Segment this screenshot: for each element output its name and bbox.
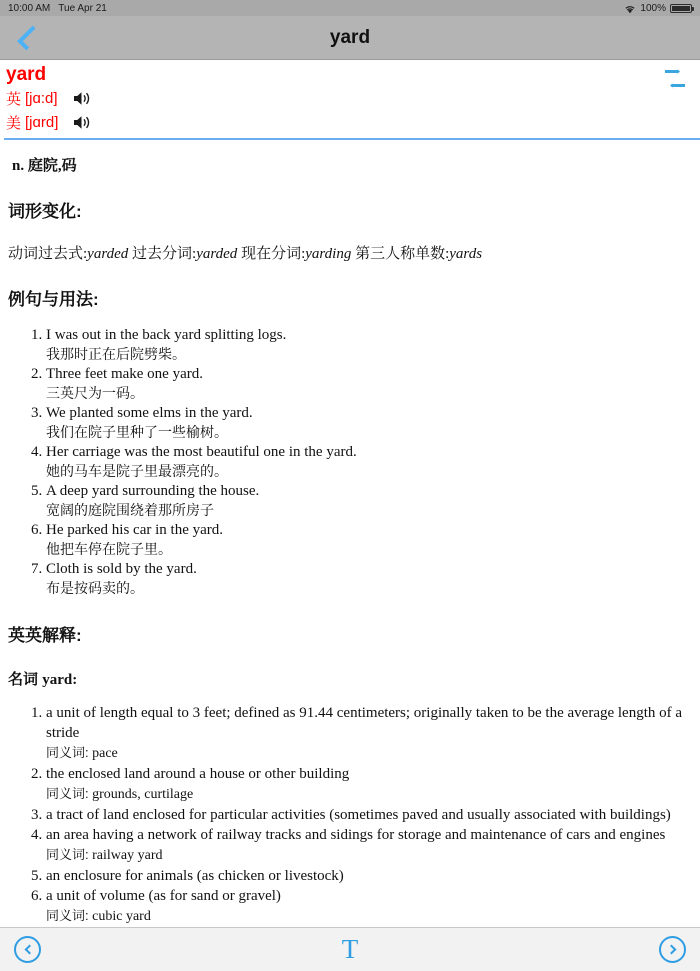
pronunciation-lang-uk: 英 <box>6 90 22 108</box>
list-item <box>46 886 692 927</box>
example-cn: 他把车停在院子里。 <box>46 542 172 558</box>
synonym-row <box>46 743 692 764</box>
pronunciation-phonetic-uk: [jɑ:d] <box>25 89 58 107</box>
pos-word: yard: <box>42 672 78 688</box>
definition-list <box>8 703 692 927</box>
list-item <box>46 326 692 365</box>
previous-word-button[interactable] <box>14 936 41 963</box>
sense-line: n. 庭院,码 <box>12 158 77 174</box>
battery-full-icon <box>670 4 692 13</box>
list-item <box>46 764 692 805</box>
pronunciation-phonetic-us: [jɑrd] <box>25 113 59 131</box>
form-label-ing: 现在分词: <box>241 246 306 262</box>
definition-text: an enclosure for animals (as chicken or livestock) <box>46 868 344 884</box>
list-item <box>46 703 692 764</box>
status-bar-left <box>8 3 107 14</box>
part-of-speech-heading <box>8 668 692 689</box>
synonym-label: 同义词: <box>46 786 89 801</box>
form-value-pp: yarded <box>196 246 238 262</box>
back-button[interactable] <box>0 16 54 60</box>
status-bar <box>0 0 700 16</box>
synonym-row <box>46 906 692 927</box>
definition-text: a tract of land enclosed for particular activities (sometimes paved and usually associated with buildings) <box>46 807 671 823</box>
list-item <box>46 365 692 404</box>
battery-percent: 100% <box>640 2 666 14</box>
definition-text: a unit of volume (as for sand or gravel) <box>46 888 281 904</box>
bottom-toolbar <box>0 927 700 971</box>
form-value-3sg: yards <box>449 246 483 262</box>
pronunciation-row-us <box>4 110 700 134</box>
definition-content <box>0 140 700 927</box>
example-en: Her carriage was the most beautiful one in the yard. <box>46 444 357 460</box>
circled-chevron-left-icon <box>14 936 41 963</box>
word-header <box>0 60 700 140</box>
example-cn: 三英尺为一码。 <box>46 386 144 402</box>
synonym-label: 同义词: <box>46 745 89 760</box>
page-title: yard <box>329 26 371 48</box>
pronunciation-lang-us: 美 <box>6 114 22 132</box>
synonym-words: railway yard <box>92 848 163 863</box>
synonym-words: grounds, curtilage <box>92 787 194 802</box>
status-date: Tue Apr 21 <box>58 2 107 14</box>
form-label-pp: 过去分词: <box>132 246 197 262</box>
definition-text: an area having a network of railway tracks and sidings for storage and maintenance of cars and engines <box>46 827 666 843</box>
list-item <box>46 866 692 886</box>
definition-text: the enclosed land around a house or other building <box>46 766 350 782</box>
synonym-row <box>46 845 692 866</box>
list-item <box>46 805 692 825</box>
navigation-bar <box>0 16 700 60</box>
chevron-left-icon <box>17 25 42 50</box>
example-en: I was out in the back yard splitting logs. <box>46 327 287 343</box>
pronunciation-row-uk <box>4 86 700 110</box>
definition-text: a unit of length equal to 3 feet; defined as 91.44 centimeters; originally taken to be the average length of a stride <box>46 705 683 741</box>
list-item <box>46 443 692 482</box>
example-cn: 她的马车是院子里最漂亮的。 <box>46 464 228 480</box>
speaker-icon-us[interactable] <box>72 114 92 131</box>
form-label-past: 动词过去式: <box>8 246 88 262</box>
text-size-button[interactable]: T <box>341 934 359 964</box>
list-item <box>46 404 692 443</box>
example-list <box>8 326 692 599</box>
speaker-icon-uk[interactable] <box>72 90 92 107</box>
form-label-3sg: 第三人称单数: <box>355 246 450 262</box>
example-cn: 我们在院子里种了一些榆树。 <box>46 425 228 441</box>
section-heading-english-definitions: 英英解释: <box>8 626 82 645</box>
list-item <box>46 825 692 866</box>
word-forms-line <box>8 242 692 263</box>
example-cn: 我那时正在后院劈柴。 <box>46 347 186 363</box>
synonym-row <box>46 784 692 805</box>
example-en: Cloth is sold by the yard. <box>46 561 197 577</box>
form-value-ing: yarding <box>305 246 352 262</box>
list-item <box>46 560 692 599</box>
section-heading-examples: 例句与用法: <box>8 290 99 309</box>
example-en: A deep yard surrounding the house. <box>46 483 260 499</box>
list-item <box>46 482 692 521</box>
example-en: We planted some elms in the yard. <box>46 405 253 421</box>
section-heading-word-forms: 词形变化: <box>8 202 82 221</box>
example-cn: 宽阔的庭院围绕着那所房子 <box>46 503 214 519</box>
swap-refresh-icon[interactable] <box>658 64 692 94</box>
synonym-words: cubic yard <box>92 909 151 924</box>
synonym-label: 同义词: <box>46 847 89 862</box>
form-value-past: yarded <box>87 246 129 262</box>
headword: yard <box>6 64 47 85</box>
status-bar-right <box>624 3 692 14</box>
status-time: 10:00 AM <box>8 2 51 14</box>
pos-label: 名词 <box>8 671 39 688</box>
next-word-button[interactable] <box>659 936 686 963</box>
list-item <box>46 521 692 560</box>
example-en: He parked his car in the yard. <box>46 522 224 538</box>
synonym-label: 同义词: <box>46 908 89 923</box>
wifi-icon <box>624 4 636 14</box>
synonym-words: pace <box>92 746 118 761</box>
example-en: Three feet make one yard. <box>46 366 203 382</box>
example-cn: 布是按码卖的。 <box>46 581 144 597</box>
circled-chevron-right-icon <box>659 936 686 963</box>
